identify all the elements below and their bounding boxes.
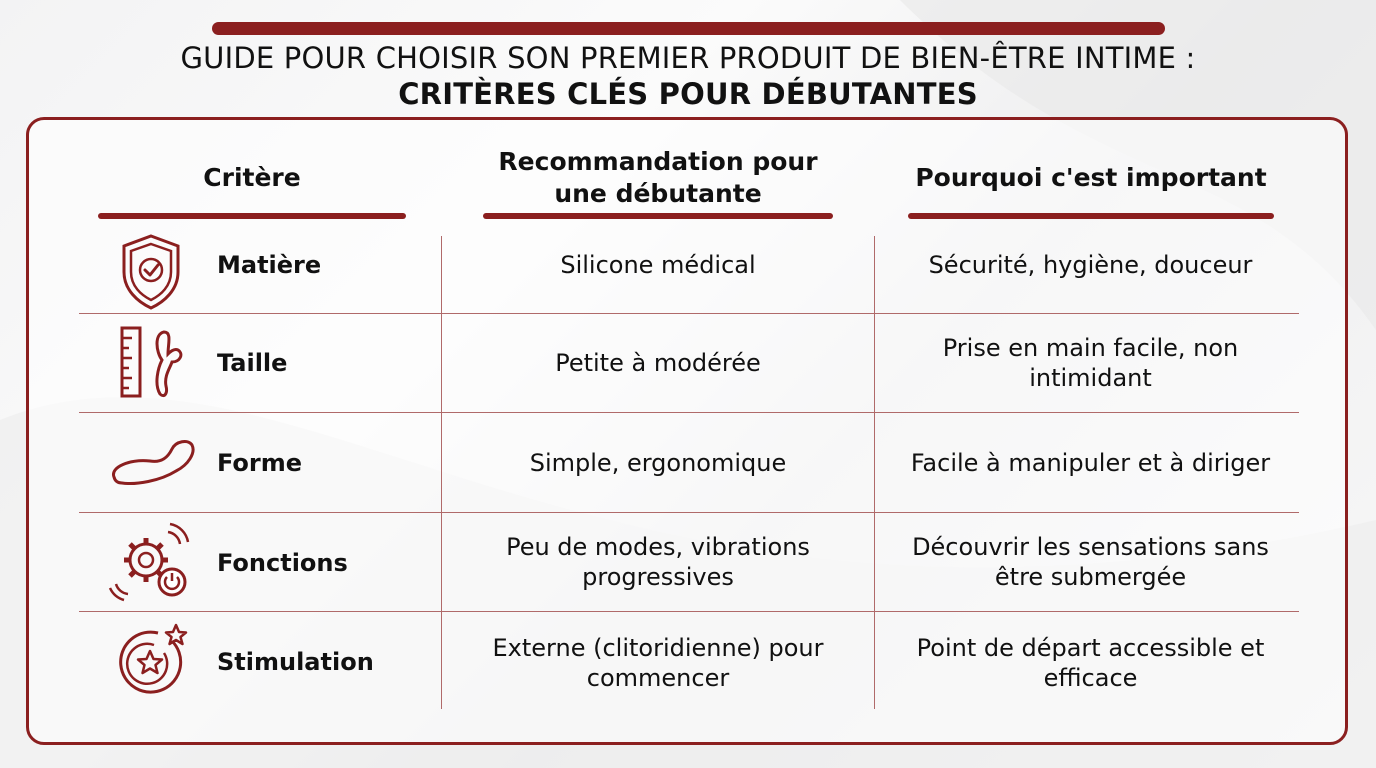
recommendation-cell: [445, 324, 871, 402]
row-divider: [79, 611, 1299, 612]
why-text: Sécurité, hygiène, douceur: [928, 251, 1253, 279]
header-underline-why: [908, 213, 1274, 219]
why-text: Facile à manipuler et à diriger: [910, 449, 1271, 477]
ruler-size-icon: [106, 324, 196, 404]
shield-check-icon: [106, 232, 196, 312]
criterion-label: Fonctions: [217, 549, 348, 577]
gear-power-icon: [106, 522, 196, 602]
why-cell: [878, 324, 1303, 402]
row-divider: [79, 313, 1299, 314]
why-text-line-2: intimidant: [1029, 364, 1152, 392]
recommendation-cell: [445, 232, 871, 298]
criterion-label: Taille: [217, 349, 288, 377]
row-divider: [79, 412, 1299, 413]
row-divider: [79, 512, 1299, 513]
recommendation-cell: [445, 522, 871, 602]
title-line-1: GUIDE POUR CHOISIR SON PREMIER PRODUIT DE BIEN-ÊTRE INTIME :: [180, 41, 1196, 75]
table-row: [0, 522, 1376, 602]
table-row: [0, 423, 1376, 503]
header-criterion: Critère: [203, 163, 301, 192]
table-row: [0, 232, 1376, 312]
why-cell: [878, 423, 1303, 503]
header-recommendation-line-1: Recommandation pour: [498, 147, 818, 176]
criterion-label: Matière: [217, 251, 322, 279]
table-row: [0, 623, 1376, 703]
why-text-line-1: Prise en main facile, non: [942, 334, 1239, 362]
recommendation-text-line-2: progressives: [582, 563, 734, 591]
title-accent-bar: [212, 22, 1165, 35]
why-text-line-1: Point de départ accessible et: [916, 634, 1265, 662]
header-underline-recommendation: [483, 213, 833, 219]
header-why: Pourquoi c'est important: [915, 163, 1267, 192]
title-line-2: CRITÈRES CLÉS POUR DÉBUTANTES: [398, 77, 978, 111]
curved-shape-icon: [106, 423, 196, 503]
header-underline-criterion: [98, 213, 406, 219]
target-star-icon: [106, 623, 196, 703]
recommendation-cell: [445, 623, 871, 703]
recommendation-cell: [445, 423, 871, 503]
why-text-line-1: Découvrir les sensations sans: [912, 533, 1269, 561]
why-cell: [878, 232, 1303, 298]
recommendation-text: Petite à modérée: [555, 349, 761, 377]
recommendation-text-line-2: commencer: [586, 664, 730, 692]
table-row: [0, 324, 1376, 404]
header-recommendation-line-2: une débutante: [554, 179, 762, 208]
why-cell: [878, 623, 1303, 703]
page-title: [0, 40, 1376, 112]
header-recommendation: [483, 146, 833, 210]
why-text-line-2: être submergée: [994, 563, 1187, 591]
recommendation-text-line-1: Peu de modes, vibrations: [506, 533, 810, 561]
recommendation-text: Simple, ergonomique: [529, 449, 787, 477]
why-text-line-2: efficace: [1043, 664, 1138, 692]
recommendation-text: Silicone médical: [560, 251, 756, 279]
criterion-label: Forme: [217, 449, 303, 477]
why-cell: [878, 522, 1303, 602]
criterion-label: Stimulation: [217, 648, 374, 676]
recommendation-text-line-1: Externe (clitoridienne) pour: [492, 634, 824, 662]
